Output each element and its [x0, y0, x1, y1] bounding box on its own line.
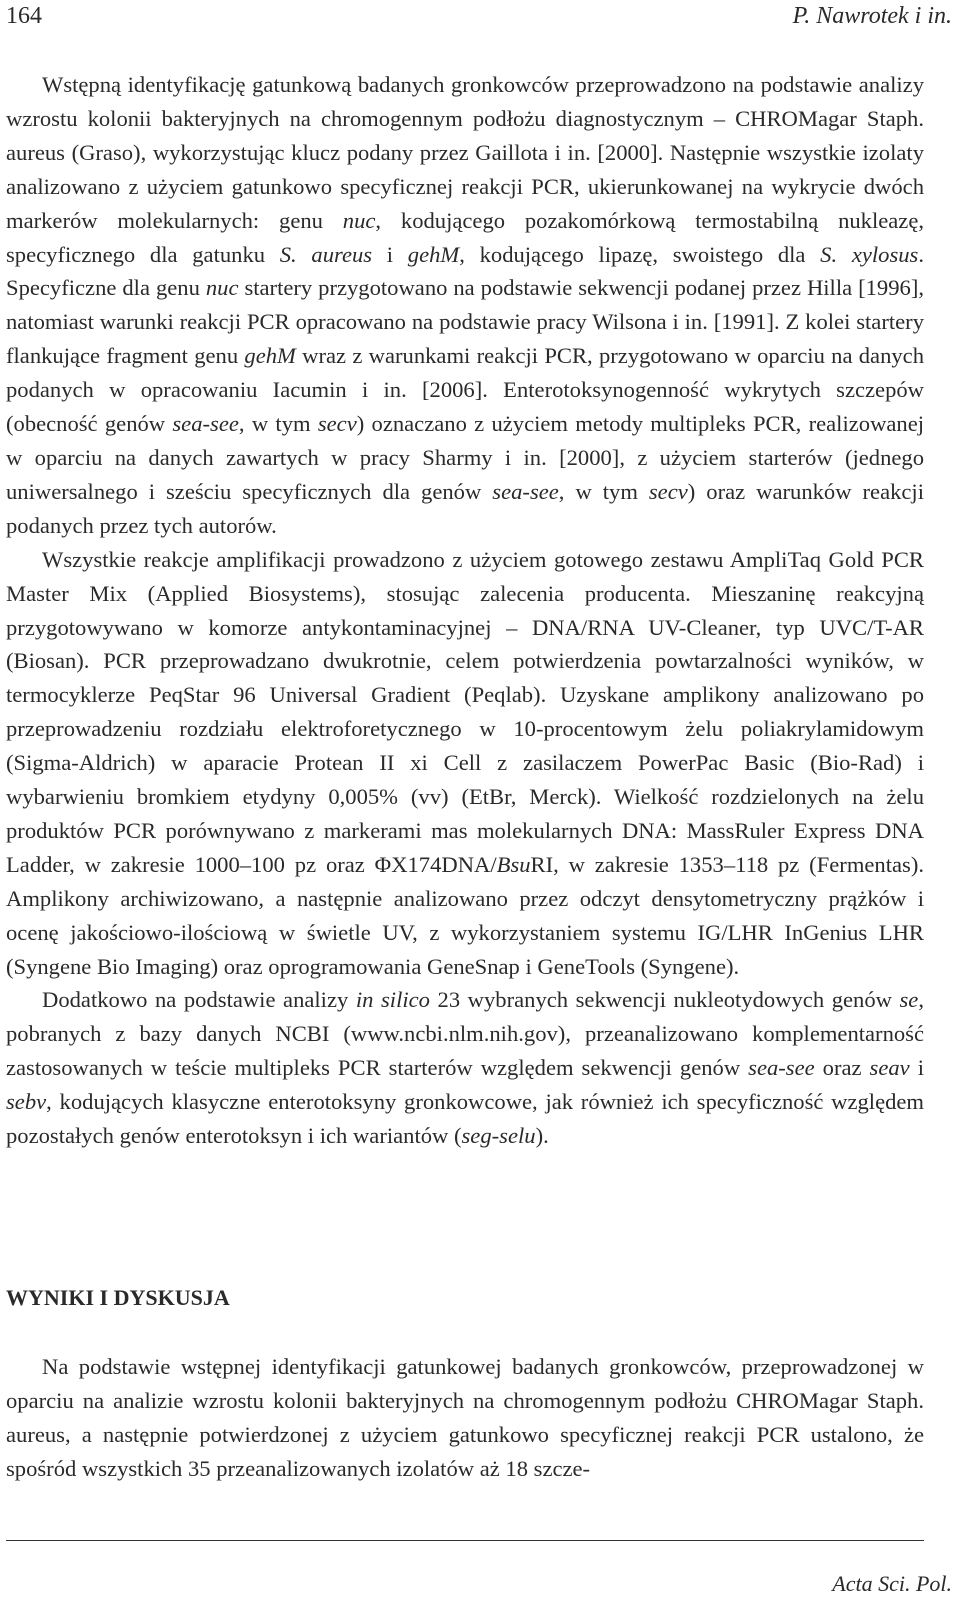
italic-term: seg-selu [461, 1123, 536, 1149]
text-run: i [909, 1055, 924, 1081]
text-run: Na podstawie wstępnej identyfikacji gatunkowej badanych gronkowców, przeprowadzonej w oparciu na analizie wzrostu kolonii bakteryjnych na chromogennym podłożu CHROMagar Staph. aureus, a następnie potwierdzonej z użyciem gatunkowo specyficznej reakcji PCR ustalono, że spośród wszystkich 35 przeanalizowanych izolatów aż 18 szcze- [6, 1354, 924, 1481]
page-number: 164 [6, 3, 42, 29]
paragraph [6, 543, 924, 984]
text-run: , pobranych z bazy danych NCBI (www.ncbi.nlm.nih.gov), przeanalizowano komplementarność zastosowanych w teście multipleks PCR starterów względem sekwencji genów [6, 987, 924, 1081]
italic-term: secv [317, 411, 357, 437]
italic-term: seav [869, 1055, 910, 1081]
methods-text [6, 68, 924, 1153]
italic-term: Bsu [496, 851, 531, 877]
italic-term: secv [648, 478, 688, 504]
text-run: oraz [814, 1055, 870, 1081]
text-run: Wszystkie reakcje amplifikacji prowadzono z użyciem gotowego zestawu AmpliTaq Gold PCR Master Mix (Applied Biosystems), stosując zalecenia producenta. Mieszaninę reakcyjną przygotowywano w komorze antykontaminacyjnej – DNA/RNA UV-Cleaner, typ UVC/T-AR (Biosan). PCR przeprowadzano dwukrotnie, celem potwierdzenia powtarzalności wyników, w termocyklerze PeqStar 96 Universal Gradient (Peqlab). Uzyskane amplikony analizowano po przeprowadzeniu rozdziału elektroforetycznego w 10-procentowym żelu poliakrylamidowym (Sigma-Aldrich) w aparacie Protean II xi Cell z zasilaczem PowerPac Basic (Bio-Rad) i wybarwieniu bromkiem etydyny 0,005% (vv) (EtBr, Merck). Wielkość rozdzielonych na żelu produktów PCR porównywano z markerami mas molekularnych DNA: MassRuler Express DNA Ladder, w zakresie 1000–100 pz oraz ΦX174DNA/ [6, 546, 924, 877]
italic-term: nuc [205, 275, 239, 301]
italic-term: nuc [342, 207, 376, 233]
italic-term: sebv [6, 1089, 47, 1115]
footer-rule [6, 1540, 924, 1541]
italic-term: gehM [244, 343, 296, 369]
text-run: ) oraz warunków reakcji podanych przez tych autorów. [6, 478, 924, 538]
paragraph [6, 983, 924, 1153]
text-run: ). [535, 1123, 549, 1149]
text-run: . Specyficzne dla genu [6, 241, 924, 301]
section-heading: WYNIKI I DYSKUSJA [6, 1285, 230, 1310]
results-text [6, 1350, 924, 1486]
text-run: , kodującego pozakomórkową termostabilną nukleazę, specyficznego dla gatunku [6, 207, 925, 267]
italic-term: gehM [407, 241, 460, 267]
text-run: Wstępną identyfikację gatunkową badanych gronkowców przeprowadzono na podstawie analizy wzrostu kolonii bakteryjnych na chromogennym podłożu diagnostycznym – CHROMagar Staph. aureus (Graso), wykorzystując klucz podany przez Gaillota i in. [2000]. Następnie wszystkie izolaty analizowano z użyciem gatunkowo specyficznej reakcji PCR, ukierunkowanej na wykrycie dwóch markerów molekularnych: genu [6, 72, 924, 233]
text-run: wraz z warunkami reakcji PCR, przygotowano w oparciu na danych podanych w opracowaniu Iacumin i in. [2006]. Enterotoksynogenność wykrytych szczepów (obecność genów [6, 343, 925, 437]
italic-term: se [899, 987, 919, 1013]
paragraph [6, 68, 924, 543]
italic-term: S. aureus [279, 241, 373, 267]
running-head: P. Nawrotek i in. [792, 3, 952, 29]
italic-term: in silico [355, 987, 430, 1013]
text-run: i [372, 241, 408, 267]
text-run: ) oznaczano z użyciem metody multipleks PCR, realizowanej w oparciu na danych zawartych w pracy Sharmy i in. [2000], z użyciem starterów (jednego uniwersalnego i sześciu specyficznych dla genów [6, 411, 925, 504]
italic-term: S. xylosus [820, 241, 919, 267]
text-run: RI, w zakresie 1353–118 pz (Fermentas). Amplikony archiwizowano, a następnie analizowano przez odczyt densytometryczny prążków i ocenę jakościowo-ilościową w świetle UV, z wykorzystaniem systemu IG/LHR InGenius LHR (Syngene Bio Imaging) oraz oprogramowania GeneSnap i GeneTools (Syngene). [6, 851, 924, 979]
text-run: , w tym [558, 478, 649, 504]
text-run: , w tym [238, 411, 318, 437]
italic-term: sea-see [172, 411, 239, 437]
text-run: startery przygotowano na podstawie sekwencji podanej przez Hilla [1996], natomiast warunki reakcji PCR opracowano na podstawie pracy Wilsona i in. [1991]. Z kolei startery flankujące fragment genu [6, 275, 924, 369]
text-run: , kodujących klasyczne enterotoksyny gronkowcowe, jak również ich specyficzność względem pozostałych genów enterotoksyn i ich wariantów ( [6, 1089, 924, 1149]
journal-name: Acta Sci. Pol. [832, 1571, 952, 1596]
italic-term: sea-see [748, 1055, 815, 1081]
paragraph [6, 1350, 924, 1486]
italic-term: sea-see [492, 478, 559, 504]
text-run: 23 wybranych sekwencji nukleotydowych genów [429, 987, 900, 1013]
text-run: , kodującego lipazę, swoistego dla [459, 241, 821, 267]
text-run: Dodatkowo na podstawie analizy [42, 987, 356, 1013]
